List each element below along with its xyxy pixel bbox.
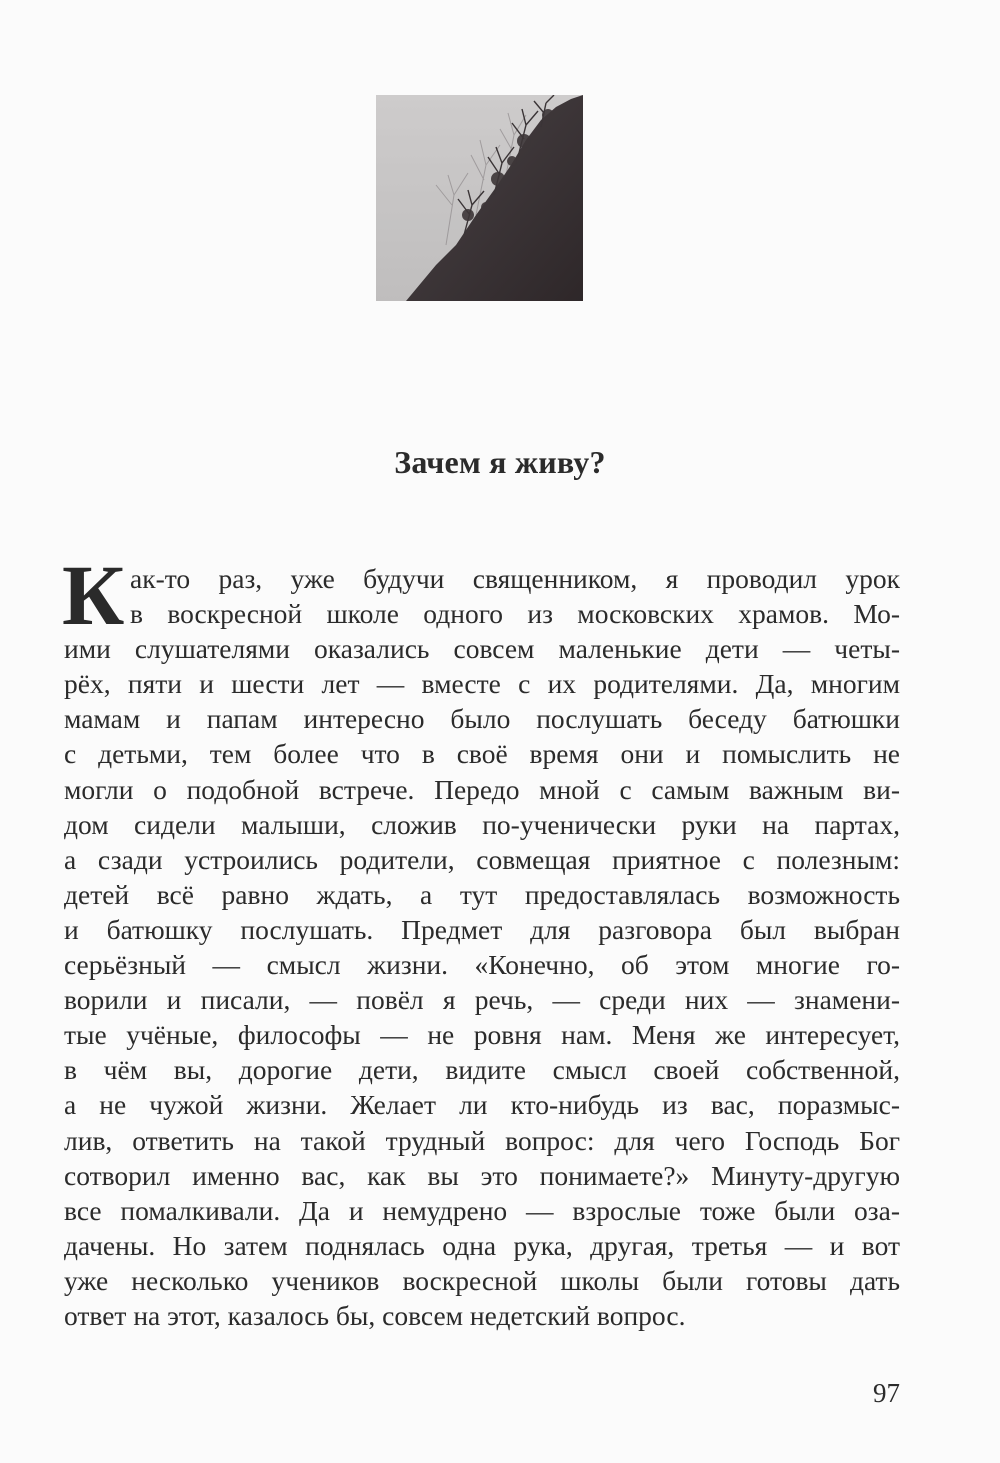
text-line: серьёзный — смысл жизни. «Конечно, об этом многие го- — [64, 949, 900, 981]
text-line: дом сидели малыши, сложив по-ученически руки на партах, — [64, 808, 900, 840]
text-line: сотворил именно вас, как вы это понимаете?» Минуту-другую — [64, 1159, 900, 1191]
text-line: ответ на этот, казалось бы, совсем недетский вопрос. — [64, 1299, 686, 1331]
text-line: рёх, пяти и шести лет — вместе с их родителями. Да, многим — [64, 668, 900, 700]
drop-cap-letter: К — [62, 547, 125, 643]
text-line: а не чужой жизни. Желает ли кто-нибудь из вас, поразмыс- — [64, 1089, 900, 1121]
chapter-body — [62, 547, 900, 1333]
text-line: дачены. Но затем поднялась одна рука, другая, третья — и вот — [64, 1229, 900, 1261]
text-line: в воскресной школе одного из московских храмов. Мо- — [130, 598, 900, 630]
text-line: уже несколько учеников воскресной школы были готовы дать — [64, 1264, 900, 1296]
forest-illustration — [376, 95, 583, 301]
text-line: тые учёные, философы — не ровня нам. Меня же интересует, — [64, 1019, 900, 1051]
text-line: в чём вы, дорогие дети, видите смысл своей собственной, — [64, 1054, 900, 1086]
text-line: могли о подобной встрече. Передо мной с самым важным ви- — [64, 773, 900, 805]
chapter-title: Зачем я живу? — [394, 444, 606, 480]
text-line: а сзади устроились родители, совмещая приятное с полезным: — [64, 843, 900, 875]
text-line: и батюшку послушать. Предмет для разговора был выбран — [64, 913, 900, 945]
text-line: ворили и писали, — повёл я речь, — среди них — знамени- — [64, 984, 900, 1016]
text-line: детей всё равно ждать, а тут предоставлялась возможность — [64, 878, 900, 910]
text-line: все помалкивали. Да и немудрено — взрослые тоже были оза- — [64, 1194, 900, 1226]
foggy-forest-photo — [376, 95, 583, 301]
text-line: лив, ответить на такой трудный вопрос: для чего Господь Бог — [64, 1124, 900, 1156]
page-number: 97 — [873, 1378, 900, 1408]
text-line: мамам и папам интересно было послушать беседу батюшки — [64, 703, 900, 735]
text-line: ак-то раз, уже будучи священником, я проводил урок — [130, 563, 900, 594]
text-line: ими слушателями оказались совсем маленькие дети — четы- — [64, 633, 900, 665]
text-line: с детьми, тем более что в своё время они и помыслить не — [64, 738, 900, 770]
